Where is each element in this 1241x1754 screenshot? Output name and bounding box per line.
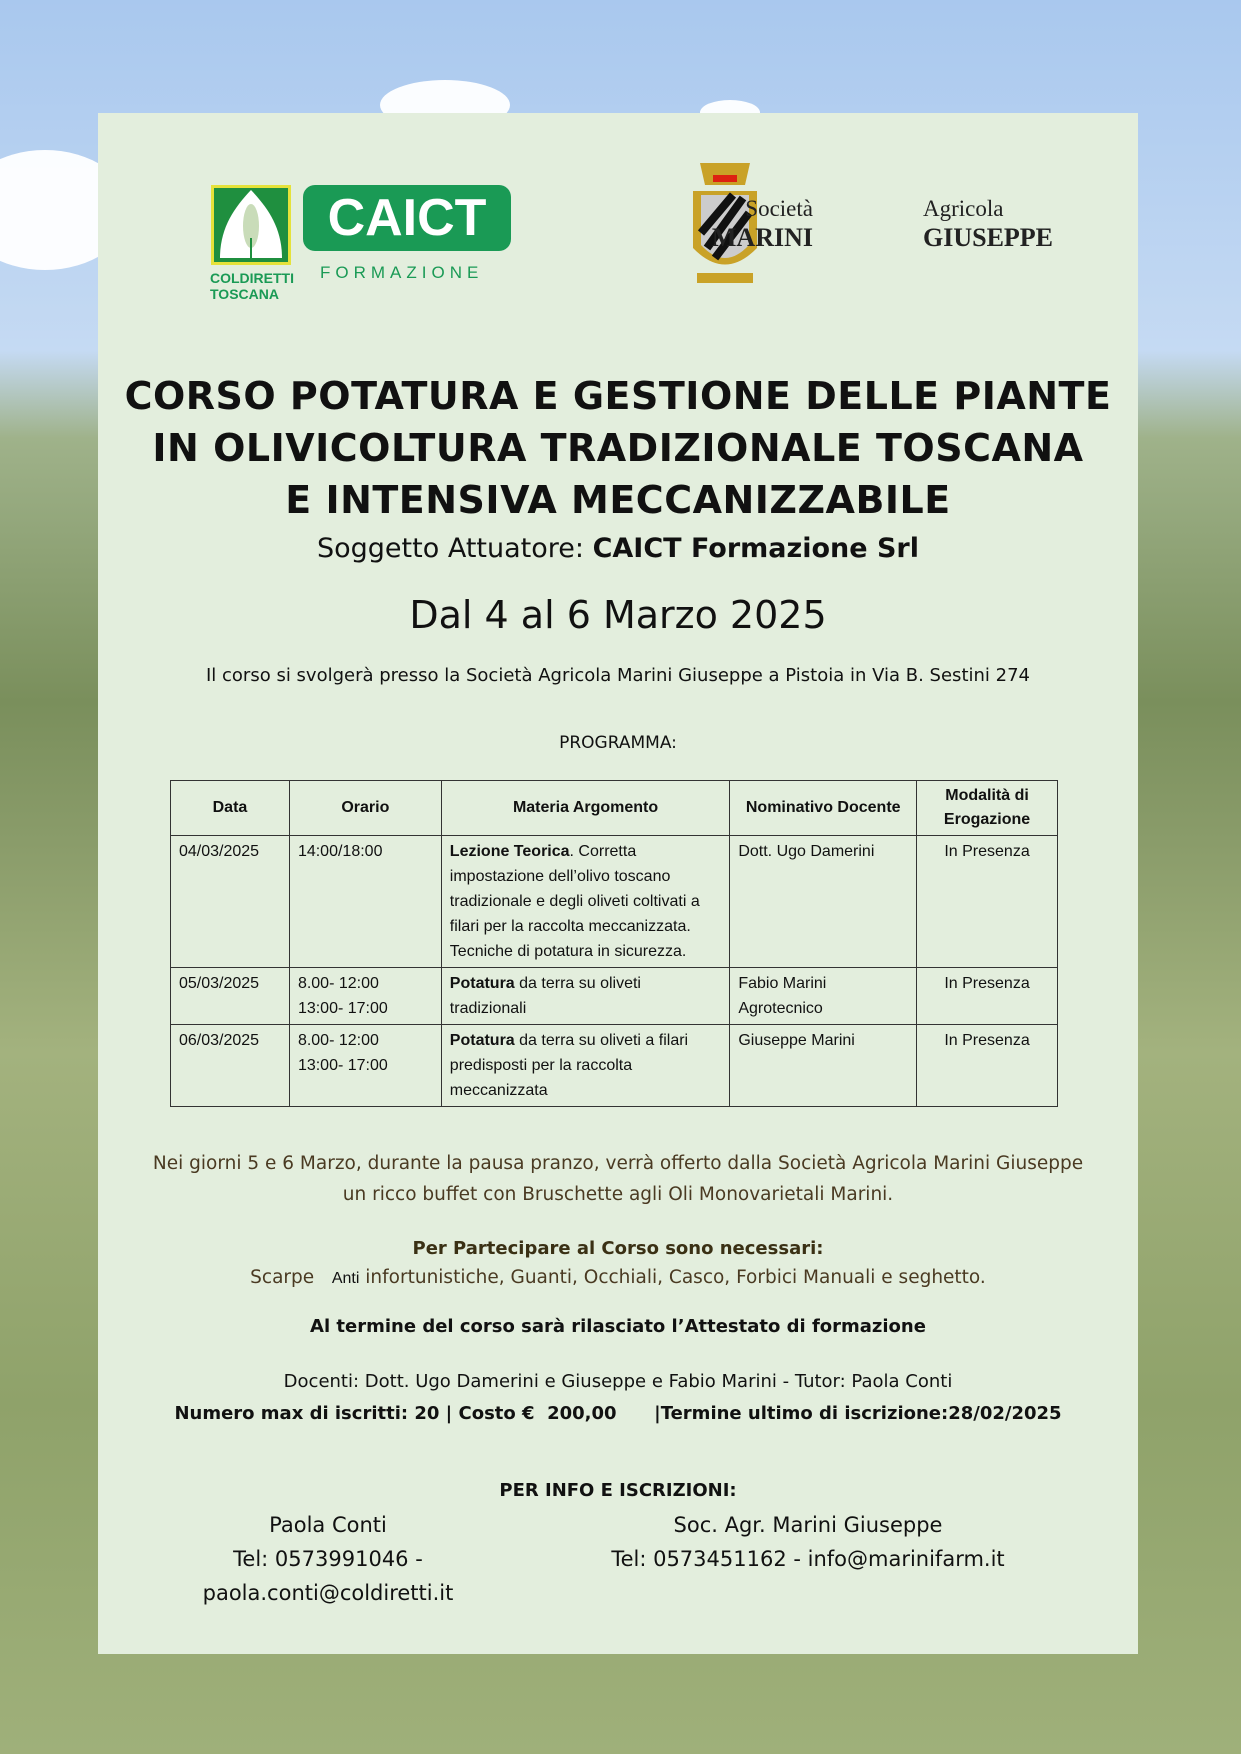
date-cell: 05/03/2025 bbox=[171, 968, 290, 1025]
req-c: infortunistiche, Guanti, Occhiali, Casco, Forbici Manuali e seghetto. bbox=[365, 1267, 986, 1288]
enrollment-info: Numero max di iscritti: 20 | Costo € 200,00 |Termine ultimo di iscrizione:28/02/2025 bbox=[174, 1403, 1062, 1424]
contact-line: Tel: 0573451162 - info@marinifarm.it bbox=[611, 1547, 1005, 1571]
mode-cell: In Presenza bbox=[917, 968, 1058, 1025]
title-line: E INTENSIVA MECCANIZZABILE bbox=[285, 478, 951, 522]
attestato: Al termine del corso sarà rilasciato l’Attestato di formazione bbox=[310, 1316, 926, 1337]
flyer-panel bbox=[98, 113, 1138, 1654]
topic-bold: Lezione Teorica bbox=[449, 843, 570, 860]
time-cell bbox=[289, 836, 441, 968]
topic-text: da terra su oliveti tradizionali bbox=[449, 975, 641, 1017]
marini-giuseppe: GIUSEPPE bbox=[923, 223, 1054, 252]
topic-cell bbox=[441, 968, 730, 1025]
time: 13:00- 17:00 bbox=[297, 1057, 388, 1074]
buffet-line: Nei giorni 5 e 6 Marzo, durante la pausa pranzo, verrà offerto dalla Società Agricola Marini Giuseppe bbox=[152, 1153, 1084, 1174]
mode-cell: In Presenza bbox=[917, 1025, 1058, 1107]
req-b: Anti bbox=[331, 1270, 360, 1287]
caict-logo: CAICT bbox=[303, 185, 511, 251]
contact-paola bbox=[118, 1508, 538, 1610]
teacher-title: Agrotecnico bbox=[738, 1000, 823, 1017]
contact-name: Soc. Agr. Marini Giuseppe bbox=[673, 1513, 943, 1537]
docenti: Docenti: Dott. Ugo Damerini e Giuseppe e Fabio Marini - Tutor: Paola Conti bbox=[283, 1371, 953, 1392]
marini-agricola: Agricola bbox=[923, 196, 1004, 221]
programma-label: PROGRAMMA: bbox=[559, 733, 677, 753]
topic-bold: Potatura bbox=[449, 1032, 515, 1049]
buffet-note bbox=[98, 1148, 1138, 1210]
date-cell: 06/03/2025 bbox=[171, 1025, 290, 1107]
subject bbox=[98, 533, 1138, 564]
requirements-list bbox=[98, 1262, 1138, 1294]
topic-text: . Corretta impostazione dell’olivo toscano tradizionale e degli oliveti coltivati a filari per la raccolta meccanizzata. Tecniche di potatura in sicurezza. bbox=[449, 843, 700, 960]
caict-formazione: FORMAZIONE bbox=[320, 263, 484, 282]
title-line: IN OLIVICOLTURA TRADIZIONALE TOSCANA bbox=[152, 426, 1084, 470]
table-row bbox=[171, 836, 1058, 968]
course-title bbox=[98, 370, 1138, 526]
subject-label: Soggetto Attuatore: bbox=[317, 533, 584, 564]
teacher: Giuseppe Marini bbox=[738, 1032, 855, 1049]
topic-cell bbox=[441, 1025, 730, 1107]
header-cell: Data bbox=[171, 781, 290, 836]
teacher: Dott. Ugo Damerini bbox=[738, 843, 875, 860]
marini-name: MARINI bbox=[711, 223, 813, 252]
contact-name: Paola Conti bbox=[269, 1513, 387, 1537]
contact-marini bbox=[598, 1508, 1018, 1576]
info-title: PER INFO E ISCRIZIONI: bbox=[499, 1480, 737, 1501]
time: 13:00- 17:00 bbox=[297, 1000, 388, 1017]
course-location: Il corso si svolgerà presso la Società Agricola Marini Giuseppe a Pistoia in Via B. Sestini 274 bbox=[205, 665, 1030, 686]
coldiretti-logo bbox=[211, 185, 291, 265]
header-cell: Nominativo Docente bbox=[730, 781, 917, 836]
subject-value: CAICT Formazione Srl bbox=[592, 533, 919, 564]
header-cell: Modalità di Erogazione bbox=[917, 781, 1058, 836]
buffet-line: un ricco buffet con Bruschette agli Oli Monovarietali Marini. bbox=[342, 1184, 894, 1205]
teacher-cell bbox=[730, 968, 917, 1025]
req-a: Scarpe bbox=[250, 1267, 315, 1288]
coldiretti-text: COLDIRETTI TOSCANA bbox=[210, 270, 294, 302]
teacher: Fabio Marini bbox=[738, 975, 827, 992]
header-cell: Materia Argomento bbox=[441, 781, 730, 836]
header-cell: Orario bbox=[289, 781, 441, 836]
time: 8.00- 12:00 bbox=[297, 1032, 379, 1049]
topic-text: da terra su oliveti a filari predisposti per la raccolta meccanizzata bbox=[449, 1032, 689, 1099]
marini-societa: Società bbox=[745, 196, 813, 221]
date-cell: 04/03/2025 bbox=[171, 836, 290, 968]
time-cell bbox=[289, 1025, 441, 1107]
time: 8.00- 12:00 bbox=[297, 975, 379, 992]
course-dates: Dal 4 al 6 Marzo 2025 bbox=[409, 593, 827, 637]
time-cell bbox=[289, 968, 441, 1025]
table-header-row bbox=[171, 781, 1058, 836]
mode-cell: In Presenza bbox=[917, 836, 1058, 968]
teacher-cell bbox=[730, 1025, 917, 1107]
topic-cell bbox=[441, 836, 730, 968]
time: 14:00/18:00 bbox=[297, 843, 383, 860]
requirements-title: Per Partecipare al Corso sono necessari: bbox=[412, 1238, 824, 1259]
teacher-cell bbox=[730, 836, 917, 968]
table-row bbox=[171, 1025, 1058, 1107]
topic-bold: Potatura bbox=[449, 975, 515, 992]
table-row bbox=[171, 968, 1058, 1025]
contact-line: Tel: 0573991046 - paola.conti@coldiretti.it bbox=[202, 1547, 454, 1605]
program-table bbox=[170, 780, 1058, 1107]
title-line: CORSO POTATURA E GESTIONE DELLE PIANTE bbox=[124, 374, 1112, 418]
